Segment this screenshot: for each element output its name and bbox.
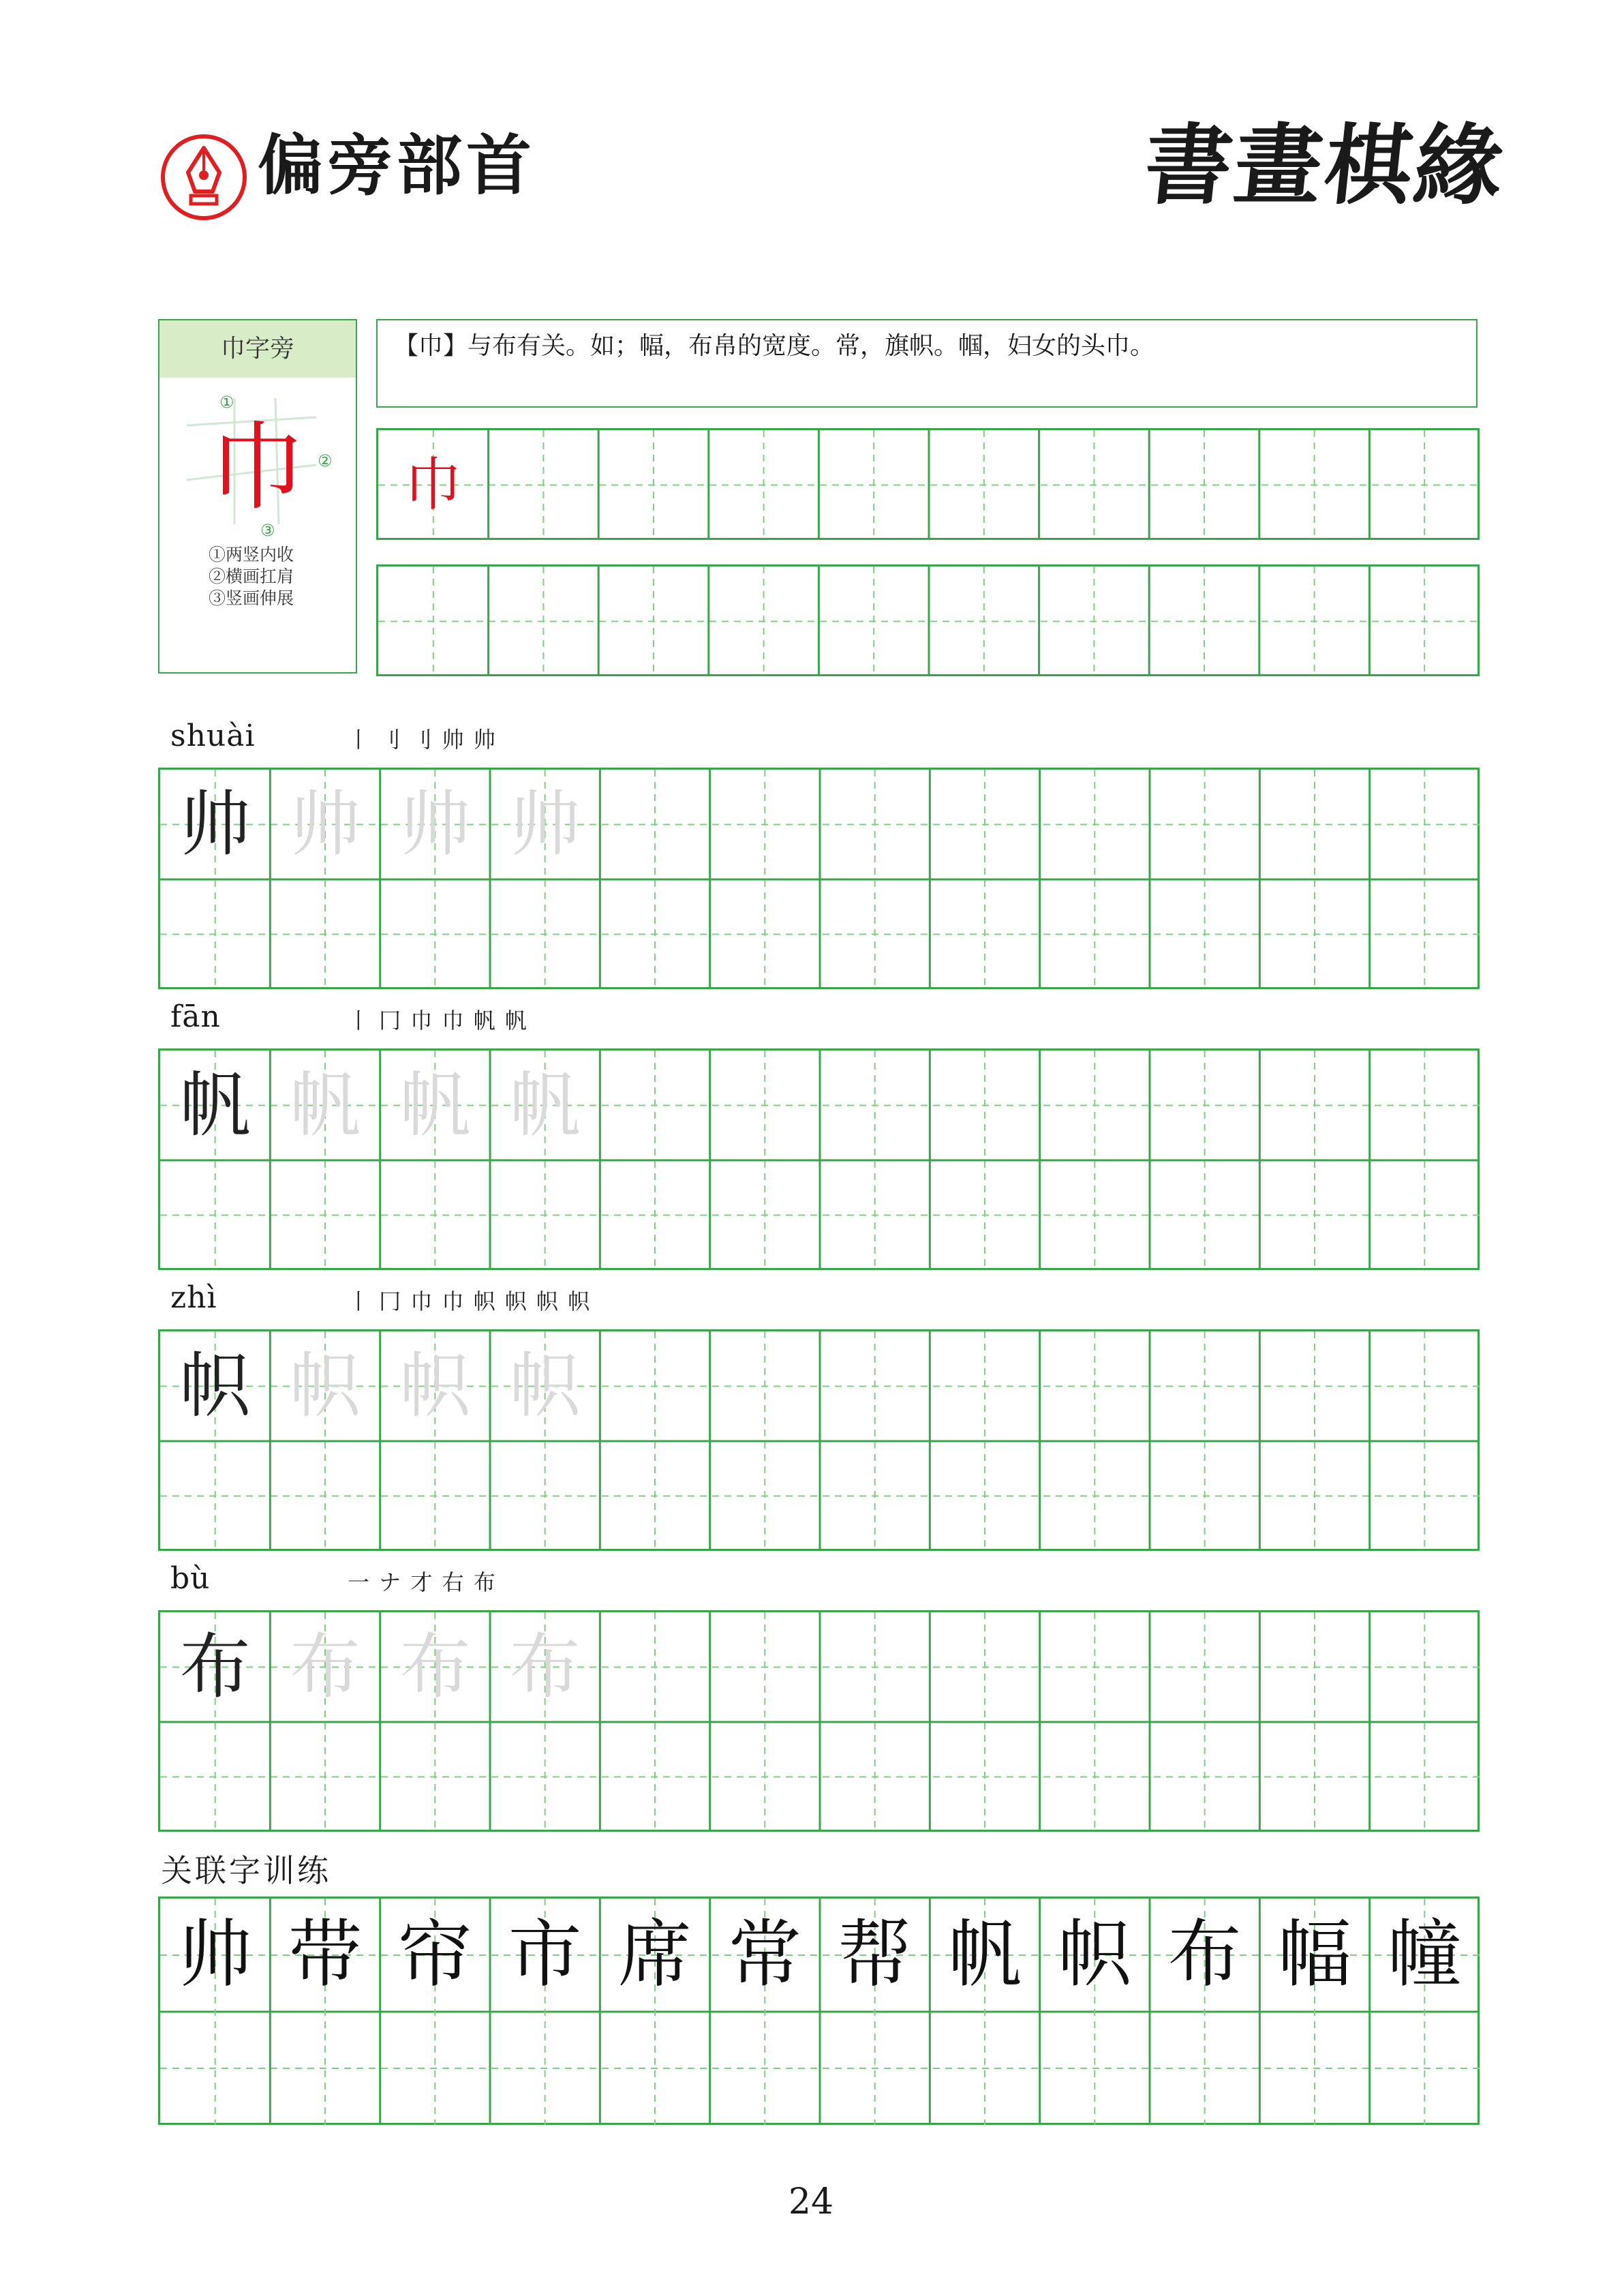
radical-note: ②横画扛肩 — [209, 567, 294, 586]
stroke-marker-3: ③ — [260, 521, 275, 540]
radical-description: 【巾】与布有关。如；幅，布帛的宽度。常，旗帜。帼，妇女的头巾。 — [376, 319, 1478, 408]
related-char: 幅 — [1277, 1912, 1351, 1997]
radical-practice-row — [376, 428, 1480, 540]
stroke-marker-1: ① — [219, 393, 234, 412]
radical-diagram — [159, 378, 356, 548]
related-char: 帘 — [398, 1912, 472, 1997]
related-char: 帜 — [1058, 1912, 1132, 1997]
related-char: 市 — [508, 1912, 582, 1997]
trace-char: 布 — [289, 1625, 361, 1708]
related-char: 常 — [728, 1912, 802, 1997]
trace-char: 布 — [399, 1625, 471, 1708]
trace-char: 帜 — [509, 1344, 581, 1428]
model-char: 帜 — [179, 1344, 251, 1428]
trace-char: 帆 — [509, 1063, 581, 1147]
char-practice-grid — [158, 1329, 1480, 1551]
radical-sample-char: 巾 — [404, 451, 462, 518]
stroke-order: 丨 冂 巾 巾 帆 帆 — [348, 1008, 528, 1033]
trace-char: 布 — [509, 1625, 581, 1708]
char-practice-grid — [158, 1610, 1480, 1832]
related-char: 帆 — [947, 1912, 1022, 1997]
trace-char: 帆 — [289, 1063, 361, 1147]
brand-calligraphy: 書畫棋緣 — [1139, 115, 1510, 217]
char-practice-grid — [158, 768, 1480, 989]
trace-char: 帜 — [399, 1344, 471, 1428]
radical-practice-row — [376, 564, 1480, 676]
radical-large: 巾 — [209, 412, 306, 524]
radical-card — [158, 319, 357, 674]
radical-card-heading: 巾字旁 — [159, 320, 356, 378]
related-label: 关联字训练 — [161, 1852, 331, 1889]
related-char: 席 — [617, 1912, 692, 1997]
char-pinyin: bù — [170, 1561, 211, 1596]
radical-note: ③竖画伸展 — [209, 588, 294, 608]
stroke-marker-2: ② — [318, 451, 333, 470]
trace-char: 帅 — [399, 783, 471, 866]
char-pinyin: fān — [170, 999, 221, 1034]
related-char: 带 — [288, 1912, 362, 1997]
related-char: 帅 — [178, 1912, 252, 1997]
radical-notes — [209, 544, 294, 609]
trace-char: 帅 — [509, 783, 581, 866]
page-title: 偏旁部首 — [258, 127, 536, 204]
related-grid — [158, 1897, 1480, 2125]
radical-note: ①两竖内收 — [209, 545, 294, 564]
trace-char: 帜 — [289, 1344, 361, 1428]
page-number: 24 — [788, 2181, 834, 2222]
char-pinyin: shuài — [170, 719, 256, 753]
stroke-order: 丨 冂 巾 巾 帜 帜 帜 帜 — [348, 1288, 592, 1314]
stroke-order: 丨 刂 刂 帅 帅 — [348, 727, 497, 753]
related-char: 布 — [1167, 1912, 1242, 1997]
stroke-order: 一 ナ 才 右 布 — [348, 1569, 497, 1595]
trace-char: 帅 — [289, 783, 361, 866]
model-char: 帅 — [179, 783, 251, 866]
model-char: 帆 — [179, 1063, 251, 1147]
pen-nib-icon — [159, 133, 248, 222]
char-pinyin: zhì — [170, 1280, 217, 1315]
related-char: 帮 — [838, 1912, 912, 1997]
trace-char: 帆 — [399, 1063, 471, 1147]
char-practice-grid — [158, 1048, 1480, 1270]
related-char: 幢 — [1388, 1912, 1462, 1997]
model-char: 布 — [179, 1625, 251, 1708]
